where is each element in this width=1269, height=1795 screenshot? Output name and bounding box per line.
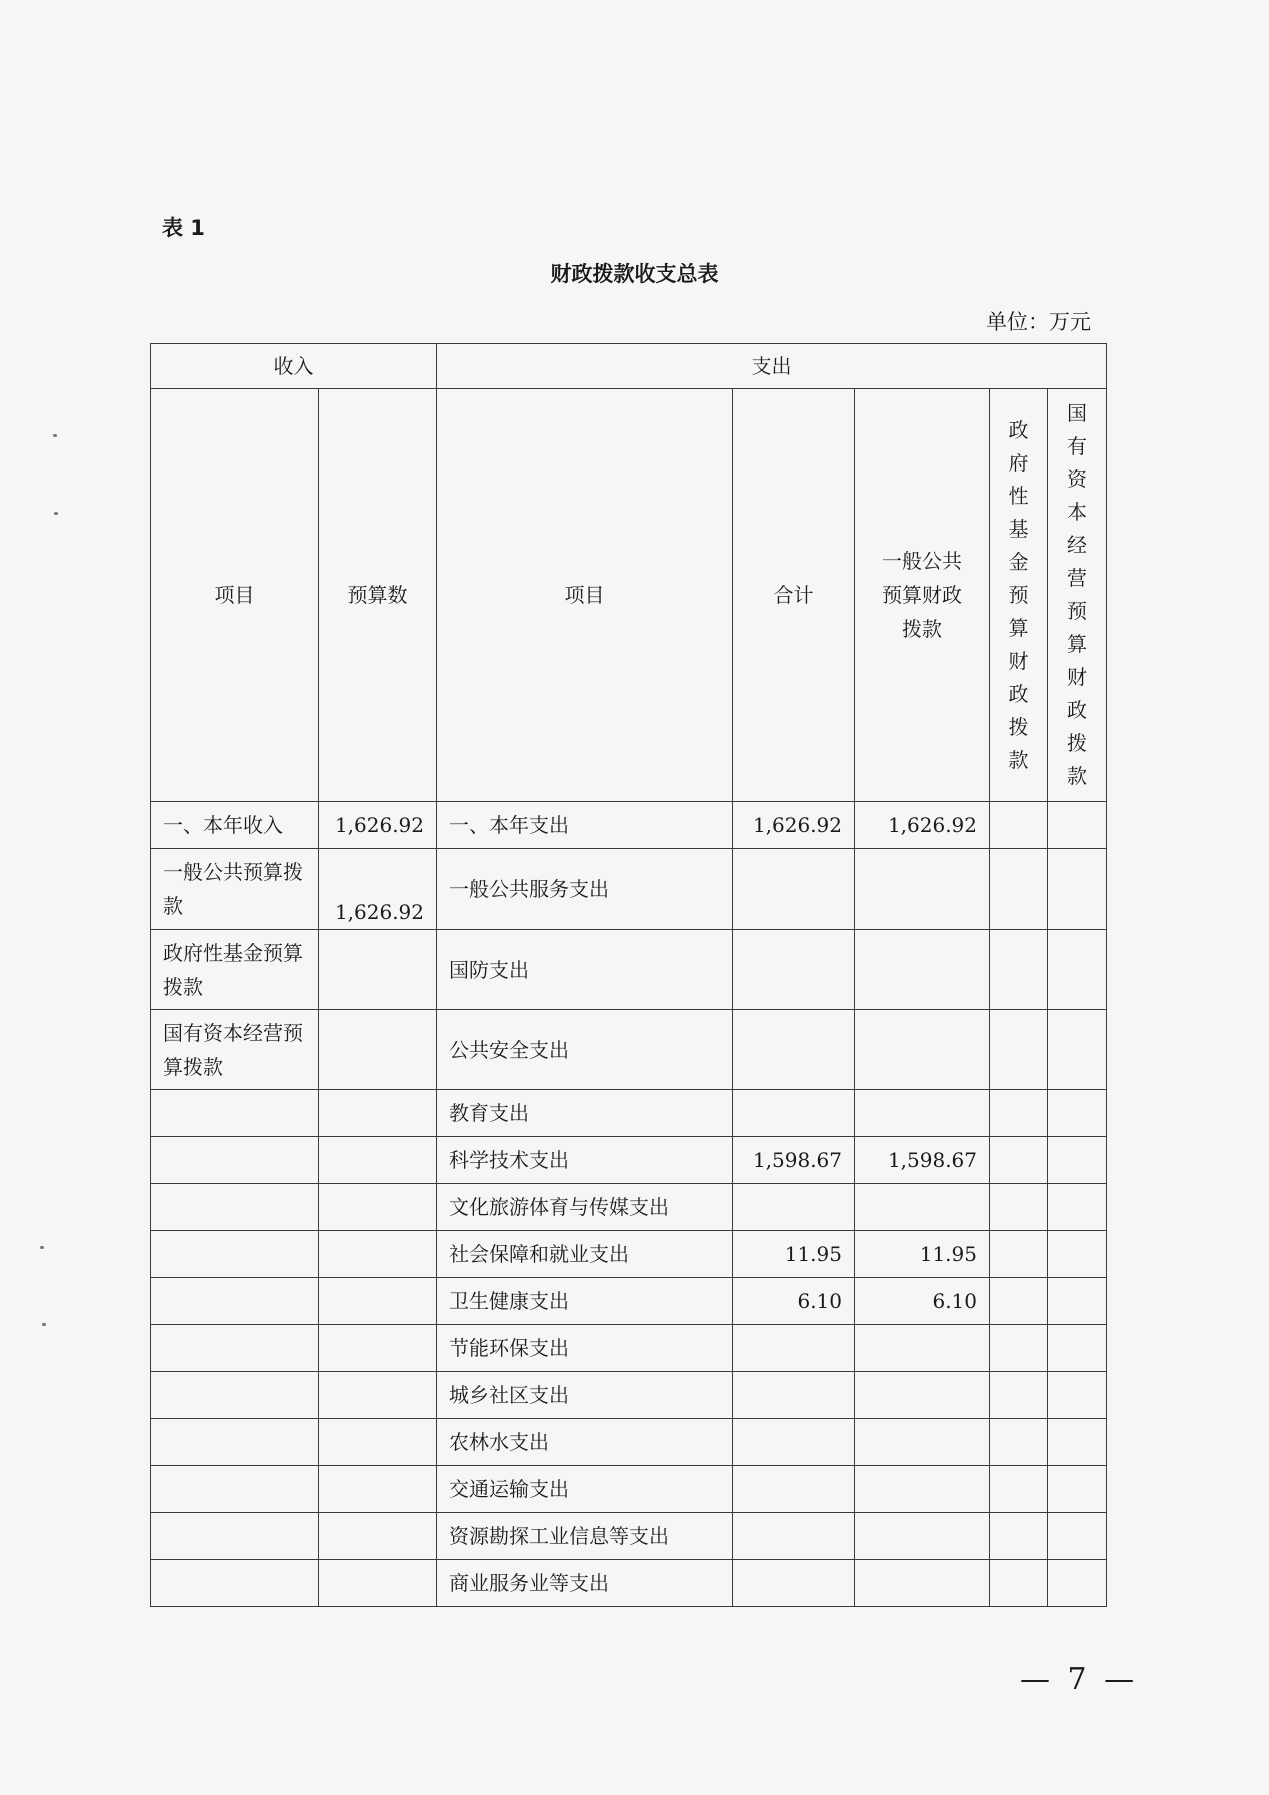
exp-total-cell <box>733 1010 855 1090</box>
table-label: 表 1 <box>162 216 205 240</box>
income-item-cell: 国有资本经营预算拨款 <box>151 1010 319 1090</box>
vertical-header-char: 政 <box>1008 681 1029 706</box>
vertical-header-char: 国 <box>1067 401 1087 425</box>
income-budget-cell <box>319 1137 437 1184</box>
exp-total-cell <box>733 1513 855 1560</box>
vertical-header-char: 政 <box>1008 417 1029 442</box>
exp-total-cell: 11.95 <box>733 1231 855 1278</box>
vertical-header-char: 款 <box>1067 764 1087 788</box>
exp-total-cell <box>733 849 855 930</box>
vertical-header-char: 财 <box>1008 648 1029 673</box>
income-budget-cell <box>319 1513 437 1560</box>
income-item-cell <box>151 1184 319 1231</box>
exp-state-capital-cell <box>1048 1466 1107 1513</box>
vertical-header-char: 拨 <box>1008 714 1029 739</box>
vertical-header-char: 本 <box>1067 500 1087 524</box>
table-row <box>151 1010 1107 1090</box>
exp-total-cell <box>733 1184 855 1231</box>
exp-general-cell <box>855 1560 990 1607</box>
exp-item-cell: 商业服务业等支出 <box>437 1560 733 1607</box>
exp-gov-fund-cell <box>990 1184 1048 1231</box>
exp-state-capital-header <box>1048 389 1107 802</box>
exp-total-cell <box>733 1090 855 1137</box>
exp-general-cell <box>855 1325 990 1372</box>
exp-gov-fund-cell <box>990 1325 1048 1372</box>
exp-gov-fund-cell <box>990 1278 1048 1325</box>
exp-state-capital-cell <box>1048 1278 1107 1325</box>
table-row <box>151 1090 1107 1137</box>
exp-item-cell: 卫生健康支出 <box>437 1278 733 1325</box>
exp-general-header-line: 一般公共 <box>882 549 962 573</box>
exp-gov-fund-cell <box>990 930 1048 1010</box>
table-row <box>151 849 1107 930</box>
income-budget-cell <box>319 1184 437 1231</box>
income-item-header: 项目 <box>151 389 319 802</box>
exp-general-cell <box>855 1372 990 1419</box>
income-item-cell <box>151 1466 319 1513</box>
vertical-header-char: 营 <box>1067 566 1087 590</box>
income-budget-header: 预算数 <box>319 389 437 802</box>
exp-state-capital-cell <box>1048 1010 1107 1090</box>
exp-general-cell <box>855 1010 990 1090</box>
exp-general-cell <box>855 849 990 930</box>
income-item-cell <box>151 1560 319 1607</box>
vertical-header-char: 财 <box>1067 665 1087 689</box>
income-item-cell: 一般公共预算拨款 <box>151 849 319 930</box>
exp-gov-fund-cell <box>990 802 1048 849</box>
exp-item-cell: 农林水支出 <box>437 1419 733 1466</box>
exp-item-cell: 社会保障和就业支出 <box>437 1231 733 1278</box>
exp-state-capital-cell <box>1048 1513 1107 1560</box>
table-row <box>151 1278 1107 1325</box>
exp-item-cell: 文化旅游体育与传媒支出 <box>437 1184 733 1231</box>
income-budget-cell <box>319 1090 437 1137</box>
income-item-cell <box>151 1513 319 1560</box>
income-budget-cell <box>319 930 437 1010</box>
vertical-header-char: 有 <box>1067 434 1087 458</box>
income-item-cell: 政府性基金预算拨款 <box>151 930 319 1010</box>
exp-total-cell: 6.10 <box>733 1278 855 1325</box>
scan-speck <box>40 1246 44 1249</box>
header-row-top <box>151 344 1107 389</box>
exp-state-capital-cell <box>1048 930 1107 1010</box>
income-budget-cell <box>319 1466 437 1513</box>
exp-gov-fund-cell <box>990 1010 1048 1090</box>
scan-speck <box>53 434 57 437</box>
income-item-cell <box>151 1278 319 1325</box>
budget-summary-table <box>150 343 1107 1607</box>
exp-general-header-line: 预算财政 <box>882 583 962 607</box>
exp-state-capital-cell <box>1048 1184 1107 1231</box>
exp-gov-fund-cell <box>990 1137 1048 1184</box>
exp-total-cell <box>733 1372 855 1419</box>
table-row <box>151 1325 1107 1372</box>
table-row <box>151 802 1107 849</box>
exp-gov-fund-cell <box>990 1466 1048 1513</box>
income-budget-cell <box>319 1278 437 1325</box>
exp-total-cell <box>733 1466 855 1513</box>
vertical-header-char: 算 <box>1008 615 1029 640</box>
exp-total-cell: 1,598.67 <box>733 1137 855 1184</box>
vertical-header-char: 预 <box>1067 599 1087 623</box>
income-budget-cell <box>319 1010 437 1090</box>
exp-general-cell: 11.95 <box>855 1231 990 1278</box>
income-item-cell <box>151 1419 319 1466</box>
exp-general-cell <box>855 930 990 1010</box>
exp-item-cell: 节能环保支出 <box>437 1325 733 1372</box>
exp-item-cell: 一般公共服务支出 <box>437 849 733 930</box>
page-number: — 7 — <box>1020 1662 1139 1697</box>
income-budget-cell <box>319 1419 437 1466</box>
exp-total-cell <box>733 1560 855 1607</box>
vertical-header-char: 府 <box>1008 450 1029 475</box>
exp-gov-fund-cell <box>990 1090 1048 1137</box>
exp-state-capital-cell <box>1048 1137 1107 1184</box>
income-header: 收入 <box>151 344 437 389</box>
exp-general-header <box>855 389 990 802</box>
exp-total-cell <box>733 1419 855 1466</box>
income-budget-cell <box>319 1560 437 1607</box>
exp-state-capital-cell <box>1048 1419 1107 1466</box>
exp-general-cell: 1,626.92 <box>855 802 990 849</box>
table-row <box>151 1513 1107 1560</box>
exp-state-capital-cell <box>1048 1372 1107 1419</box>
vertical-header-char: 算 <box>1067 632 1087 656</box>
income-item-cell <box>151 1137 319 1184</box>
exp-item-cell: 科学技术支出 <box>437 1137 733 1184</box>
exp-total-cell: 1,626.92 <box>733 802 855 849</box>
scan-speck <box>42 1323 46 1326</box>
exp-gov-fund-cell <box>990 1231 1048 1278</box>
table-row <box>151 1372 1107 1419</box>
exp-total-cell <box>733 1325 855 1372</box>
exp-item-cell: 城乡社区支出 <box>437 1372 733 1419</box>
table-row <box>151 1184 1107 1231</box>
vertical-header-char: 款 <box>1008 747 1029 772</box>
exp-general-cell <box>855 1184 990 1231</box>
table-row <box>151 1419 1107 1466</box>
scan-speck <box>54 512 58 515</box>
unit-label: 单位：万元 <box>986 310 1091 334</box>
exp-total-cell <box>733 930 855 1010</box>
income-item-cell <box>151 1372 319 1419</box>
exp-state-capital-cell <box>1048 1560 1107 1607</box>
exp-general-cell <box>855 1513 990 1560</box>
exp-general-cell: 1,598.67 <box>855 1137 990 1184</box>
income-budget-cell <box>319 1372 437 1419</box>
table-row <box>151 1137 1107 1184</box>
vertical-header-char: 金 <box>1008 549 1029 574</box>
exp-state-capital-cell <box>1048 1231 1107 1278</box>
exp-gov-fund-cell <box>990 1372 1048 1419</box>
table-row <box>151 1560 1107 1607</box>
income-budget-cell: 1,626.92 <box>319 849 437 930</box>
vertical-header-char: 性 <box>1008 483 1029 508</box>
header-row-columns <box>151 389 1107 802</box>
exp-general-header-line: 拨款 <box>902 617 942 641</box>
exp-state-capital-cell <box>1048 1090 1107 1137</box>
income-budget-cell: 1,626.92 <box>319 802 437 849</box>
exp-state-capital-cell <box>1048 849 1107 930</box>
vertical-header-char: 资 <box>1067 467 1087 491</box>
exp-state-capital-cell <box>1048 802 1107 849</box>
exp-item-cell: 国防支出 <box>437 930 733 1010</box>
income-item-cell <box>151 1231 319 1278</box>
income-item-cell <box>151 1325 319 1372</box>
vertical-header-char: 政 <box>1067 698 1087 722</box>
exp-item-header: 项目 <box>437 389 733 802</box>
vertical-header-char: 经 <box>1067 533 1087 557</box>
vertical-header-char: 拨 <box>1067 731 1087 755</box>
vertical-header-char: 预 <box>1008 582 1029 607</box>
exp-gov-fund-cell <box>990 1560 1048 1607</box>
table-row <box>151 930 1107 1010</box>
table-row <box>151 1231 1107 1278</box>
expenditure-header: 支出 <box>437 344 1107 389</box>
income-item-cell: 一、本年收入 <box>151 802 319 849</box>
exp-item-cell: 交通运输支出 <box>437 1466 733 1513</box>
document-title: 财政拨款收支总表 <box>550 262 719 286</box>
income-item-cell <box>151 1090 319 1137</box>
income-budget-cell <box>319 1325 437 1372</box>
exp-gov-fund-cell <box>990 1419 1048 1466</box>
exp-item-cell: 一、本年支出 <box>437 802 733 849</box>
income-budget-cell <box>319 1231 437 1278</box>
exp-gov-fund-cell <box>990 849 1048 930</box>
table-row <box>151 1466 1107 1513</box>
vertical-header-char: 基 <box>1008 516 1029 541</box>
exp-state-capital-cell <box>1048 1325 1107 1372</box>
exp-gov-fund-header <box>990 389 1048 802</box>
exp-general-cell <box>855 1419 990 1466</box>
exp-total-header: 合计 <box>733 389 855 802</box>
exp-item-cell: 公共安全支出 <box>437 1010 733 1090</box>
exp-gov-fund-cell <box>990 1513 1048 1560</box>
exp-item-cell: 教育支出 <box>437 1090 733 1137</box>
exp-general-cell <box>855 1090 990 1137</box>
exp-item-cell: 资源勘探工业信息等支出 <box>437 1513 733 1560</box>
exp-general-cell <box>855 1466 990 1513</box>
exp-general-cell: 6.10 <box>855 1278 990 1325</box>
